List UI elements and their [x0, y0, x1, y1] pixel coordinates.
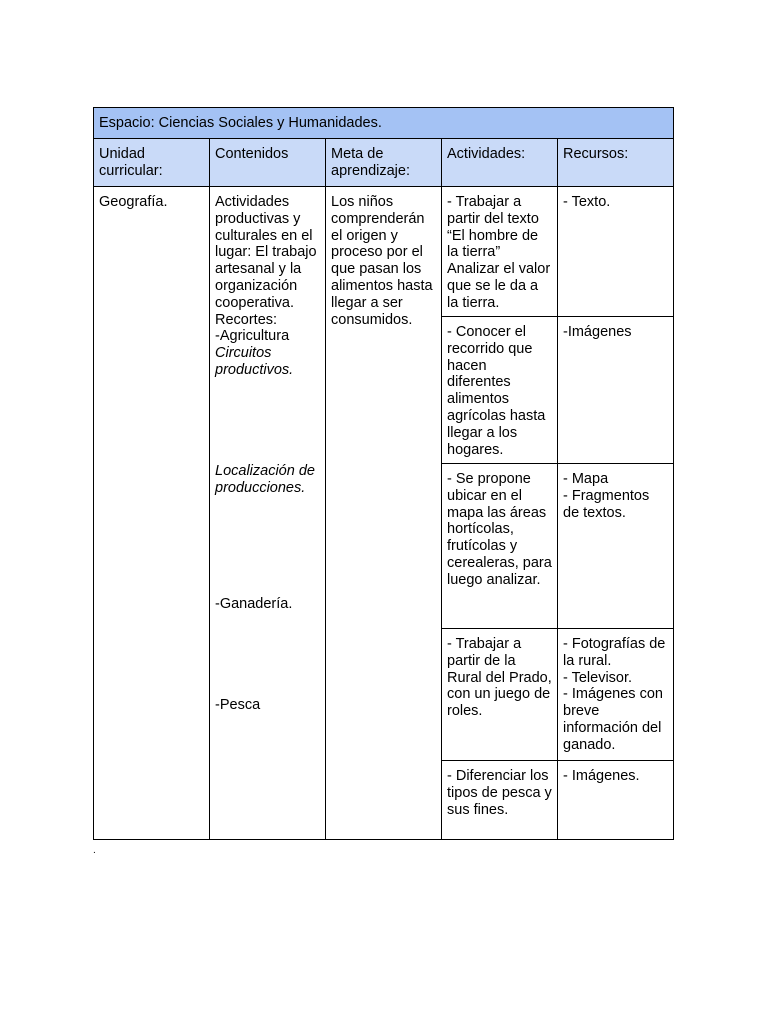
activity-cell: - Trabajar a partir del texto “El hombre de la tierra” Analizar el valor que se le da a la tierra. [442, 187, 558, 317]
lesson-plan-table [93, 107, 674, 840]
contents-fishing: -Pesca [215, 697, 261, 714]
spacer [215, 613, 320, 697]
contents-intro: Actividades productivas y culturales en el lugar: El trabajo artesanal y la organización cooperativa. [215, 194, 317, 311]
unit-cell: Geografía. [94, 187, 210, 840]
goal-cell: Los niños comprenderán el origen y proceso por el que pasan los alimentos hasta llegar a ser consumidos. [326, 187, 442, 840]
resources-cell [558, 317, 674, 464]
activity-cell: - Conocer el recorrido que hacen diferentes alimentos agrícolas hasta llegar a los hogares. [442, 317, 558, 464]
space-row [94, 108, 674, 139]
resource-item: - Imágenes. [563, 768, 640, 784]
table-row [94, 187, 674, 317]
resource-item: - Televisor. [563, 669, 633, 686]
activity-cell: - Trabajar a partir de la Rural del Prado, con un juego de roles. [442, 629, 558, 761]
header-activities: Actividades: [442, 139, 558, 187]
activity-cell: - Diferenciar los tipos de pesca y sus fines. [442, 761, 558, 840]
contents-cuts-label: Recortes: [215, 311, 278, 328]
header-resources: Recursos: [558, 139, 674, 187]
resource-item: - Imágenes con breve información del ganado. [563, 686, 663, 753]
contents-agriculture: -Agricultura [215, 328, 290, 345]
contents-circuits: Circuitos productivos. [215, 345, 294, 378]
contents-livestock: -Ganadería. [215, 596, 293, 613]
resources-cell [558, 761, 674, 840]
resource-item: - Mapa [563, 471, 609, 487]
resources-cell [558, 464, 674, 629]
footer-mark: . [93, 845, 96, 856]
resource-item: - Fotografías de la rural. [563, 636, 666, 669]
resource-item: - Texto. [563, 194, 611, 210]
spacer [215, 496, 320, 596]
spacer [215, 379, 320, 463]
activity-cell: - Se propone ubicar en el mapa las áreas hortícolas, frutícolas y cerealeras, para luego analizar. [442, 464, 558, 629]
header-goal: Meta de aprendizaje: [326, 139, 442, 187]
resources-cell [558, 187, 674, 317]
header-contents: Contenidos [210, 139, 326, 187]
contents-cell [210, 187, 326, 840]
contents-localization: Localización de producciones. [215, 462, 315, 496]
space-title: Espacio: Ciencias Sociales y Humanidades. [94, 108, 674, 139]
resource-item: -Imágenes [563, 324, 632, 340]
resource-item: - Fragmentos de textos. [563, 487, 650, 521]
resources-cell [558, 629, 674, 761]
header-row [94, 139, 674, 187]
header-unit: Unidad curricular: [94, 139, 210, 187]
